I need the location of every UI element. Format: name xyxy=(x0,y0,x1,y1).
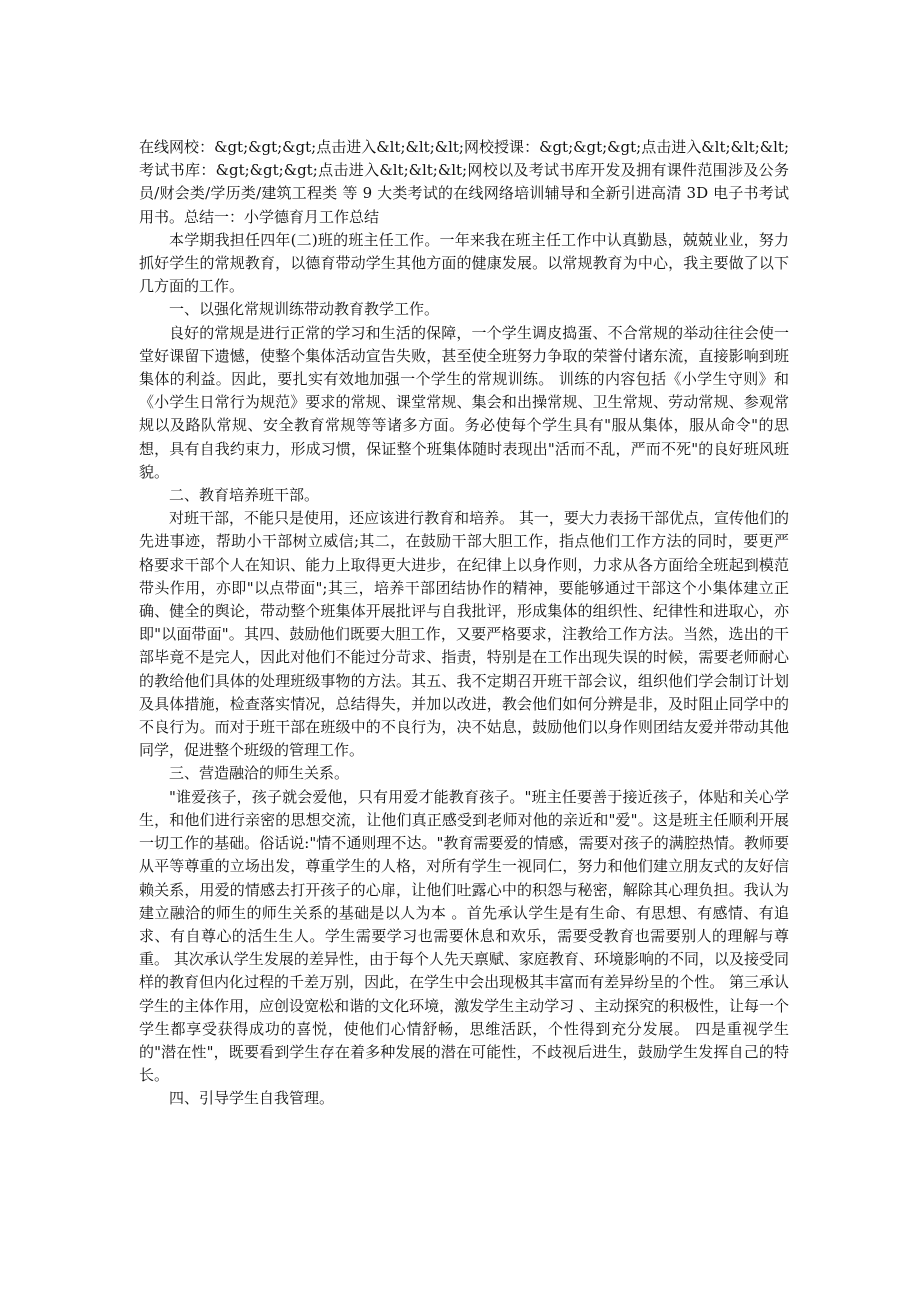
section-1-body: 良好的常规是进行正常的学习和生活的保障，一个学生调皮捣蛋、不合常规的举动往往会使一堂好课留下遗憾，使整个集体活动宣告失败，甚至使全班努力争取的荣誉付诸东流，直接影响到班集体的利益。因此，要扎实有效地加强一个学生的常规训练。 训练的内容包括《小学生守则》和《小学生日常行为规范》要求的常规、课堂常规、集会和出操常规、卫生常规、劳动常规、参观常规以及路队常规、安全教育常规等等诸多方面。务必使每个学生具有"服从集体，服从命令"的思想，具有自我约束力，形成习惯，保证整个班集体随时表现出"活而不乱，严而不死"的良好班风班貌。 xyxy=(139,323,789,481)
section-heading-2: 二、教育培养班干部。 xyxy=(169,486,320,505)
section-3-body: "谁爱孩子，孩子就会爱他，只有用爱才能教育孩子。"班主任要善于接近孩子，体贴和关心学生，和他们进行亲密的思想交流，让他们真正感受到老师对他的亲近和"爱"。这是班主任顺利开展一切工作的基础。俗话说:"情不通则理不达。"教育需要爱的情感，需要对孩子的满腔热情。教师要从平等尊重的立场出发，尊重学生的人格，对所有学生一视同仁，努力和他们建立朋友式的友好信赖关系，用爱的情感去打开孩子的心扉，让他们吐露心中的积怨与秘密，解除其心理负担。我认为建立融洽的师生的师生关系的基础是以人为本 。首先承认学生是有生命、有思想、有感情、有追求、有自尊心的活生生人。学生需要学习也需要休息和欢乐，需要受教育也需要别人的理解与尊重。 其次承认学生发展的差异性，由于每个人先天禀赋、家庭教育、环境影响的不同，以及接受同样的教育但内化过程的千差万别，因此，在学生中会出现极其丰富而有差异纷呈的个性。 第三承认学生的主体作用，应创设宽松和谐的文化环境，激发学生主动学习 、主动探究的积极性，让每一个学生都享受获得成功的喜悦，使他们心情舒畅，思维活跃，个性得到充分发展。 四是重视学生的"潜在性"，既要看到学生存在着多种发展的潜在可能性，不歧视后进生，鼓励学生发挥自己的特长。 xyxy=(139,787,789,1085)
section-heading-3: 三、营造融洽的师生关系。 xyxy=(169,764,350,783)
header-ad-text: 在线网校：&gt;&gt;&gt;点击进入&lt;&lt;&lt;网校授课：&gt;&gt;&gt;点击进入&lt;&lt;&lt;考试书库：&gt;&gt;&gt;点击进入&lt;&lt;&lt;网校以及考试书库开发及拥有课件范围涉及公务员/财会类/学历类/建筑工程类 等 9 大类考试的在线网络培训辅导和全新引进高清 3D 电子书考试用书。总结一：小学德育月工作总结 xyxy=(139,138,789,226)
section-heading-4: 四、引导学生自我管理。 xyxy=(169,1089,335,1108)
section-heading-1: 一、以强化常规训练带动教育教学工作。 xyxy=(169,300,440,319)
section-2-body: 对班干部，不能只是使用，还应该进行教育和培养。 其一，要大力表扬干部优点，宣传他们的先进事迹，帮助小干部树立威信;其二，在鼓励干部大胆工作，指点他们工作方法的同时，要更严格要求干部个人在知识、能力上取得更大进步，在纪律上以身作则，力求从各方面给全班起到模范带头作用，亦即"以点带面";其三，培养干部团结协作的精神，要能够通过干部这个小集体建立正确、健全的舆论，带动整个班集体开展批评与自我批评，形成集体的组织性、纪律性和进取心，亦即"以面带面"。其四、鼓励他们既要大胆工作，又要严格要求，注教给工作方法。当然，选出的干部毕竟不是完人，因此对他们不能过分苛求、指责，特别是在工作出现失误的时候，需要老师耐心的教给他们具体的处理班级事物的方法。其五、我不定期召开班干部会议，组织他们学会制订计划及具体措施，检查落实情况，总结得失，并加以改进，教会他们如何分辨是非，及时阻止同学中的不良行为。而对于班干部在班级中的不良行为，决不姑息，鼓励他们以身作则团结友爱并带动其他同学，促进整个班级的管理工作。 xyxy=(139,509,789,760)
document-page xyxy=(139,136,789,1111)
intro-paragraph: 本学期我担任四年(二)班的班主任工作。一年来我在班主任工作中认真勤恳，兢兢业业，努力抓好学生的常规教育，以德育带动学生其他方面的健康发展。以常规教育为中心，我主要做了以下几方面的工作。 xyxy=(139,230,789,296)
